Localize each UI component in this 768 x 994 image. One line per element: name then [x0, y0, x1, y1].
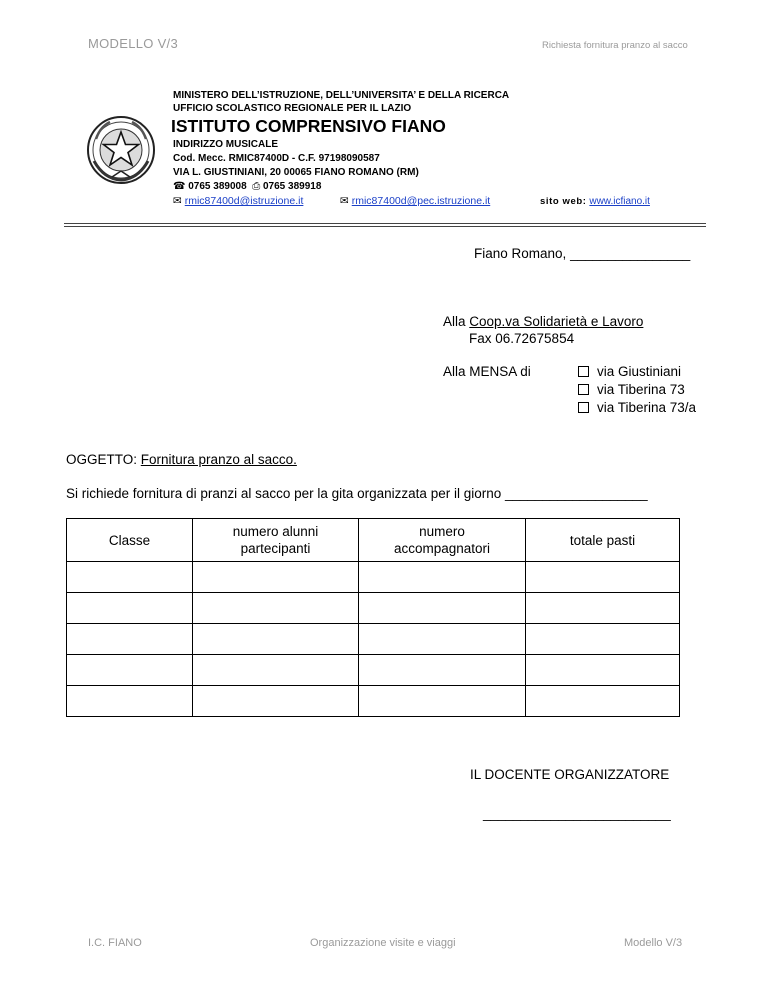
fax-number: 0765 389918: [263, 181, 322, 192]
column-header-alunni: numero alunni partecipanti: [193, 519, 359, 562]
recipient-coop: [443, 314, 643, 329]
date-place: Fiano Romano,: [474, 246, 567, 261]
recipient-prefix: Alla: [443, 314, 466, 329]
table-cell[interactable]: [67, 624, 193, 655]
ministry-line: MINISTERO DELL’ISTRUZIONE, DELL’UNIVERSITA’ E DELLA RICERCA: [173, 90, 510, 101]
date-blank[interactable]: ________________: [570, 246, 691, 261]
mensa-option[interactable]: [578, 400, 696, 415]
table-header-row: [67, 519, 680, 562]
header-doc-title: Richiesta fornitura pranzo al sacco: [542, 40, 688, 51]
signature-line[interactable]: _________________________: [483, 806, 671, 821]
table-cell[interactable]: [526, 562, 680, 593]
web-line: [540, 196, 650, 207]
music-line: INDIRIZZO MUSICALE: [173, 139, 278, 150]
header-model: MODELLO V/3: [88, 36, 178, 51]
table-cell[interactable]: [193, 655, 359, 686]
emblem-icon: [84, 113, 158, 187]
office-line: UFFICIO SCOLASTICO REGIONALE PER IL LAZIO: [173, 103, 412, 114]
table-row: [67, 593, 680, 624]
request-text: Si richiede fornitura di pranzi al sacco per la gita organizzata per il giorno ___________________: [66, 486, 648, 501]
subject-text: Fornitura pranzo al sacco.: [140, 452, 297, 467]
email-link[interactable]: rmic87400d@istruzione.it: [184, 195, 304, 207]
contact-line: [173, 181, 321, 192]
web-link[interactable]: www.icfiano.it: [589, 196, 650, 207]
checkbox[interactable]: [578, 402, 589, 413]
table-row: [67, 655, 680, 686]
column-header-accompagnatori: numero accompagnatori: [359, 519, 526, 562]
subject-line: [66, 452, 297, 467]
table-cell[interactable]: [526, 686, 680, 717]
mensa-option-label: via Tiberina 73/a: [597, 400, 697, 415]
web-label: sito web:: [540, 196, 587, 207]
mail-icon: ✉: [173, 195, 182, 207]
table-cell[interactable]: [193, 562, 359, 593]
checkbox[interactable]: [578, 366, 589, 377]
header-divider: [64, 226, 706, 227]
mensa-option-label: via Giustiniani: [597, 364, 682, 379]
table-cell[interactable]: [359, 655, 526, 686]
coop-name: Coop.va Solidarietà e Lavoro: [469, 314, 644, 329]
table-cell[interactable]: [526, 593, 680, 624]
date-line: [474, 246, 690, 261]
mensa-option[interactable]: [578, 382, 685, 397]
table-cell[interactable]: [359, 562, 526, 593]
column-header-classe: Classe: [67, 519, 193, 562]
fax-icon: ⎙: [252, 181, 261, 192]
header-divider: [64, 223, 706, 224]
table-cell[interactable]: [359, 593, 526, 624]
table-cell[interactable]: [526, 624, 680, 655]
footer-left: I.C. FIANO: [88, 937, 142, 949]
table-cell[interactable]: [67, 686, 193, 717]
table-cell[interactable]: [193, 686, 359, 717]
table-cell[interactable]: [359, 624, 526, 655]
mail-icon: ✉: [340, 195, 349, 207]
table-cell[interactable]: [193, 624, 359, 655]
pec-line: [340, 195, 490, 207]
signature-title: IL DOCENTE ORGANIZZATORE: [470, 767, 670, 782]
table-cell[interactable]: [359, 686, 526, 717]
mensa-label: Alla MENSA di: [443, 364, 531, 379]
coop-fax: Fax 06.72675854: [469, 331, 575, 346]
table-row: [67, 624, 680, 655]
footer-right: Modello V/3: [624, 937, 683, 949]
phone-icon: ☎: [173, 181, 186, 192]
mensa-option[interactable]: [578, 364, 681, 379]
footer-center: Organizzazione visite e viaggi: [310, 937, 456, 949]
table-row: [67, 562, 680, 593]
pec-link[interactable]: rmic87400d@pec.istruzione.it: [351, 195, 491, 207]
participants-table: [66, 518, 680, 717]
codes-line: Cod. Mecc. RMIC87400D - C.F. 97198090587: [173, 153, 380, 164]
mensa-option-label: via Tiberina 73: [597, 382, 685, 397]
subject-label: OGGETTO:: [66, 452, 138, 467]
phone-number: 0765 389008: [188, 181, 247, 192]
email-line: [173, 195, 303, 207]
table-cell[interactable]: [67, 593, 193, 624]
table-cell[interactable]: [67, 562, 193, 593]
address-line: VIA L. GIUSTINIANI, 20 00065 FIANO ROMANO (RM): [173, 167, 419, 178]
table-cell[interactable]: [193, 593, 359, 624]
table-cell[interactable]: [67, 655, 193, 686]
checkbox[interactable]: [578, 384, 589, 395]
table-cell[interactable]: [526, 655, 680, 686]
institution-name: ISTITUTO COMPRENSIVO FIANO: [171, 116, 446, 136]
table-row: [67, 686, 680, 717]
column-header-totale: totale pasti: [526, 519, 680, 562]
